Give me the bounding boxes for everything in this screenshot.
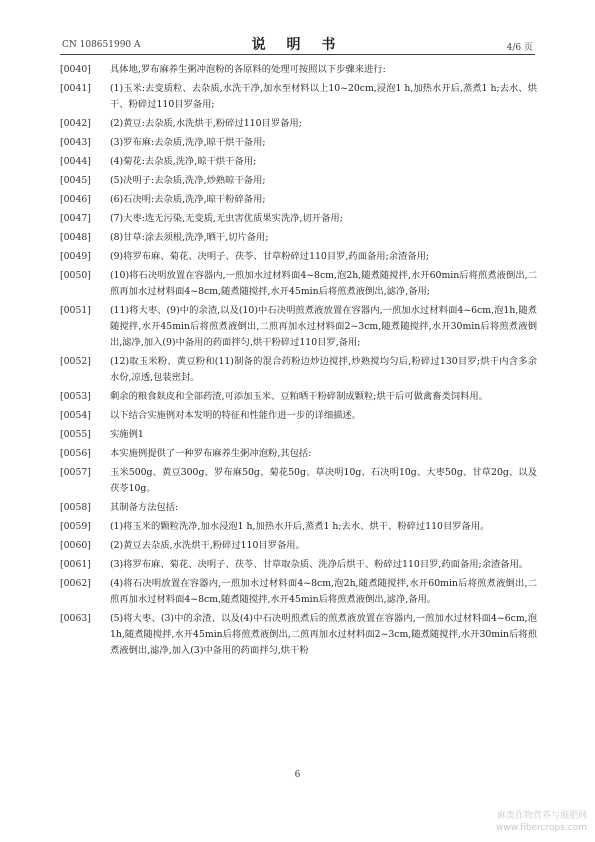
paragraph (60, 427, 537, 443)
paragraph (60, 211, 537, 227)
paragraph-number: [0060] (60, 540, 91, 551)
page-title: 说 明 书 (251, 37, 344, 53)
paragraph-number: [0043] (60, 137, 91, 148)
paragraph (60, 538, 537, 554)
paragraph-number: [0050] (60, 270, 91, 281)
paragraph-text: (2)黄豆去杂质,水洗烘干,粉碎过110目罗备用。 (110, 540, 305, 551)
page-reference: 4/6 页 (506, 43, 533, 53)
paragraph (60, 389, 537, 405)
paragraph-number: [0056] (60, 448, 91, 459)
paragraph (60, 116, 537, 132)
paragraph-text: (5)将大枣、(3)中的余渣、以及(4)中石决明煎煮后的煎煮液放置在容器内,一煎加水过材料面4~6cm,泡1h,随煮随搅拌,水开45min后将煎煮液倒出,二煎再加水过材料面2~3cm,随煮随搅拌,水开30min后将煎煮液倒出,滤净,加入(3)中备用的药面拌匀,烘干粉 (110, 613, 537, 656)
paragraph-number: [0048] (60, 232, 91, 243)
paragraph-text: (4)将石决明放置在容器内,一煎加水过材料面4~8cm,泡2h,随煮随搅拌,水开60min后将煎煮液倒出,二煎再加水过材料面4~8cm,随煮随搅拌,水开45min后将煎煮液倒出,滤净,备用。 (110, 578, 537, 605)
paragraph-text: (3)将罗布麻、菊花、决明子、茯苓、甘草取杂质、洗净后烘干、粉碎过110目罗,药面备用;余渣备用。 (110, 559, 529, 570)
paragraph-number: [0058] (60, 502, 91, 513)
paragraph-number: [0054] (60, 410, 91, 421)
paragraph (60, 303, 537, 351)
watermark-text: 麻类作物营养与施肥网 (496, 811, 587, 821)
paragraph-number: [0059] (60, 521, 91, 532)
paragraph-number: [0057] (60, 467, 91, 478)
paragraph (60, 173, 537, 189)
paragraph-text: 本实施例提供了一种罗布麻养生粥冲泡粉,其包括: (110, 448, 312, 459)
paragraph-number: [0047] (60, 213, 91, 224)
document-number: CN 108651990 A (62, 40, 141, 50)
paragraph-number: [0044] (60, 156, 91, 167)
paragraph (60, 135, 537, 151)
paragraph-number: [0045] (60, 175, 91, 186)
paragraph-number: [0062] (60, 578, 91, 589)
paragraph-text: 玉米500g、黄豆300g、罗布麻50g、菊花50g、草决明10g、石决明10g、大枣50g、甘草20g、以及茯苓10g。 (110, 467, 537, 494)
paragraph-text: 以下结合实施例对本发明的特征和性能作进一步的详细描述。 (110, 410, 362, 421)
paragraph-number: [0042] (60, 118, 91, 129)
paragraph-text: (1)玉米:去变质粒、去杂质,水洗干净,加水至材料以上10~20cm,浸泡1 h,加热水开后,蒸煮1 h;去水、烘干、粉碎过110目罗备用; (110, 83, 537, 110)
paragraph (60, 446, 537, 462)
paragraph (60, 557, 537, 573)
paragraph-text: (4)菊花:去杂质,洗净,晾干烘干备用; (110, 156, 257, 167)
paragraph (60, 354, 537, 386)
paragraph-text: (12)取玉米粉、黄豆粉和(11)制备的混合药粉边炒边搅拌,炒熟搅均匀后,粉碎过130目罗;烘干内含多余水份,凉透,包装密封。 (110, 356, 537, 383)
paragraph-text: (11)将大枣、(9)中的余渣,以及(10)中石决明煎煮液放置在容器内,一煎加水过材料面4~6cm,泡1h,随煮随搅拌,水开45min后将煎煮液倒出,二煎再加水过材料面2~3cm,随煮随搅拌,水开30min后将煎煮液倒出,滤净,加入(9)中备用的药面拌匀,烘干粉碎过110目罗,备用; (110, 305, 537, 348)
paragraph (60, 611, 537, 659)
paragraph-number: [0063] (60, 613, 91, 624)
paragraph-text: (8)甘草:涂去须根,洗净,晒干,切片备用; (110, 232, 269, 243)
paragraph-number: [0052] (60, 356, 91, 367)
paragraph-text: (1)将玉米的颗粒洗净,加水浸泡1 h,加热水开后,蒸煮1 h;去水、烘干、粉碎过110目罗备用。 (110, 521, 490, 532)
paragraph (60, 62, 537, 78)
paragraph (60, 500, 537, 516)
paragraph (60, 465, 537, 497)
document-body (60, 62, 537, 662)
paragraph (60, 81, 537, 113)
paragraph-number: [0061] (60, 559, 91, 570)
paragraph (60, 154, 537, 170)
paragraph-text: (5)决明子:去杂质,洗净,炒熟晾干备用; (110, 175, 266, 186)
paragraph-number: [0053] (60, 391, 91, 402)
paragraph-text: (2)黄豆:去杂质,水洗烘干,粉碎过110目罗备用; (110, 118, 302, 129)
paragraph (60, 249, 537, 265)
paragraph (60, 408, 537, 424)
page-number: 6 (294, 770, 301, 780)
paragraph (60, 230, 537, 246)
paragraph-text: (7)大枣:选无污染,无变质,无虫害优质果实洗净,切开备用; (110, 213, 343, 224)
paragraph-text: (3)罗布麻:去杂质,洗净,晾干烘干备用; (110, 137, 266, 148)
paragraph (60, 268, 537, 300)
paragraph-text: 剩余的粮食麸皮和全部药渣,可添加玉米、豆粕晒干粉碎制成颗粒;烘干后可做禽畜类饲料用。 (110, 391, 488, 402)
paragraph-text: (10)将石决明放置在容器内,一煎加水过材料面4~8cm,泡2h,随煮随搅拌,水开60min后将煎煮液倒出,二煎再加水过材料面4~8cm,随煮随搅拌,水开45min后将煎煮液倒出,滤净,备用; (110, 270, 537, 297)
paragraph-number: [0049] (60, 251, 91, 262)
site-watermark (496, 810, 587, 834)
paragraph-text: (9)将罗布麻、菊花、决明子、茯苓、甘草粉碎过110目罗,药面备用;余渣备用; (110, 251, 430, 262)
paragraph (60, 519, 537, 535)
page-header (60, 38, 535, 55)
paragraph-number: [0041] (60, 83, 91, 94)
paragraph-number: [0055] (60, 429, 91, 440)
paragraph-number: [0046] (60, 194, 91, 205)
paragraph-number: [0051] (60, 305, 91, 316)
paragraph-text: 实施例1 (110, 429, 144, 440)
paragraph-text: (6)石决明:去杂质,洗净,晾干粉碎备用; (110, 194, 266, 205)
watermark-url: www.fibercrops.com (496, 823, 587, 833)
paragraph-number: [0040] (60, 64, 91, 75)
paragraph-text: 其制备方法包括: (110, 502, 179, 513)
paragraph (60, 576, 537, 608)
paragraph-text: 具体地,罗布麻养生粥冲泡粉的各原料的处理可按照以下步骤来进行: (110, 64, 386, 75)
paragraph (60, 192, 537, 208)
